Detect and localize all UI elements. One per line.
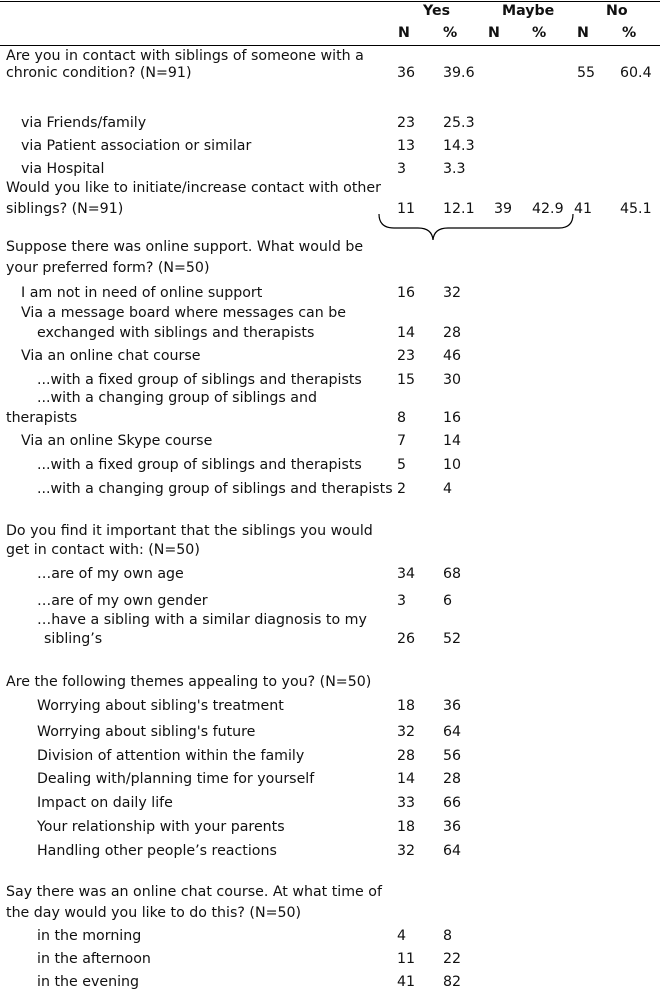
important-question-line2: get in contact with: (N=50): [6, 542, 200, 558]
online-option-n: 2: [397, 481, 407, 497]
theme-n: 32: [397, 724, 416, 740]
online-option-n: 16: [397, 285, 416, 301]
online-option-n: 14: [397, 325, 416, 341]
theme-pct: 36: [443, 698, 462, 714]
important-option-pct: 6: [443, 593, 453, 609]
contact-yes-n: 36: [397, 65, 416, 81]
time-option-label: in the morning: [37, 928, 142, 944]
theme-label: Impact on daily life: [37, 795, 173, 811]
theme-pct: 66: [443, 795, 462, 811]
online-option-pct: 10: [443, 457, 462, 473]
subheader-no-n: N: [577, 25, 589, 41]
online-option-label: I am not in need of online support: [21, 285, 263, 301]
header-rule: [0, 45, 660, 46]
online-question-line1: Suppose there was online support. What would be: [6, 239, 364, 255]
theme-pct: 28: [443, 771, 462, 787]
online-option-pct: 30: [443, 372, 462, 388]
header-yes: Yes: [423, 3, 451, 19]
time-option-label: in the afternoon: [37, 951, 151, 967]
time-option-pct: 82: [443, 974, 462, 990]
contact-question-line1: Are you in contact with siblings of someone with a: [6, 48, 364, 64]
contact-via-label: via Friends/family: [21, 115, 147, 131]
theme-pct: 64: [443, 724, 462, 740]
important-option-label: …are of my own age: [37, 566, 184, 582]
theme-label: Division of attention within the family: [37, 748, 305, 764]
important-option-pct: 52: [443, 631, 462, 647]
online-option-n: 23: [397, 348, 416, 364]
time-option-label: in the evening: [37, 974, 140, 990]
online-option-label-line1: Via a message board where messages can be: [21, 305, 346, 321]
online-option-n: 8: [397, 410, 407, 426]
theme-label: Your relationship with your parents: [37, 819, 285, 835]
theme-n: 18: [397, 819, 416, 835]
contact-via-pct: 14.3: [443, 138, 475, 154]
theme-n: 14: [397, 771, 416, 787]
online-option-label: Via an online Skype course: [21, 433, 213, 449]
contact-via-n: 13: [397, 138, 416, 154]
important-option-label-line1: …have a sibling with a similar diagnosis to my: [37, 612, 367, 628]
theme-label: Worrying about sibling's future: [37, 724, 256, 740]
theme-pct: 56: [443, 748, 462, 764]
online-option-label-line2: therapists: [6, 410, 78, 426]
online-option-label: ...with a changing group of siblings and therapists: [37, 481, 393, 497]
online-option-label-line2: exchanged with siblings and therapists: [37, 325, 315, 341]
online-option-label: ...with a fixed group of siblings and therapists: [37, 372, 362, 388]
online-option-label: ...with a fixed group of siblings and therapists: [37, 457, 362, 473]
top-rule: [0, 1, 660, 2]
theme-label: Worrying about sibling's treatment: [37, 698, 284, 714]
time-question-line2: the day would you like to do this? (N=50): [6, 905, 302, 921]
header-maybe: Maybe: [502, 3, 555, 19]
initiate-question-line1: Would you like to initiate/increase contact with other: [6, 180, 381, 196]
subheader-yes-pct: %: [443, 25, 458, 41]
contact-via-label: via Hospital: [21, 161, 105, 177]
contact-via-n: 23: [397, 115, 416, 131]
initiate-yes-pct: 12.1: [443, 201, 475, 217]
subheader-yes-n: N: [398, 25, 410, 41]
contact-yes-pct: 39.6: [443, 65, 475, 81]
time-option-n: 41: [397, 974, 416, 990]
contact-via-pct: 3.3: [443, 161, 466, 177]
initiate-no-pct: 45.1: [620, 201, 652, 217]
online-option-n: 5: [397, 457, 407, 473]
online-option-n: 7: [397, 433, 407, 449]
online-question-line2: your preferred form? (N=50): [6, 260, 210, 276]
theme-label: Handling other people’s reactions: [37, 843, 277, 859]
contact-via-pct: 25.3: [443, 115, 475, 131]
important-option-label: …are of my own gender: [37, 593, 208, 609]
important-option-n: 3: [397, 593, 407, 609]
themes-question: Are the following themes appealing to you? (N=50): [6, 674, 372, 690]
initiate-maybe-pct: 42.9: [532, 201, 564, 217]
online-option-label-line1: ...with a changing group of siblings and: [37, 390, 317, 406]
theme-pct: 36: [443, 819, 462, 835]
important-question-line1: Do you find it important that the siblings you would: [6, 523, 373, 539]
online-option-pct: 28: [443, 325, 462, 341]
contact-question-line2: chronic condition? (N=91): [6, 65, 192, 81]
online-option-pct: 14: [443, 433, 462, 449]
initiate-no-n: 41: [574, 201, 593, 217]
initiate-question-line2: siblings? (N=91): [6, 201, 124, 217]
theme-n: 18: [397, 698, 416, 714]
contact-via-label: via Patient association or similar: [21, 138, 252, 154]
initiate-yes-n: 11: [397, 201, 416, 217]
online-option-pct: 4: [443, 481, 453, 497]
online-option-pct: 16: [443, 410, 462, 426]
contact-no-n: 55: [577, 65, 596, 81]
contact-no-pct: 60.4: [620, 65, 652, 81]
initiate-maybe-n: 39: [494, 201, 513, 217]
header-no: No: [606, 3, 628, 19]
theme-label: Dealing with/planning time for yourself: [37, 771, 315, 787]
online-option-pct: 32: [443, 285, 462, 301]
theme-n: 32: [397, 843, 416, 859]
time-question-line1: Say there was an online chat course. At what time of: [6, 884, 382, 900]
theme-pct: 64: [443, 843, 462, 859]
time-option-pct: 22: [443, 951, 462, 967]
online-option-pct: 46: [443, 348, 462, 364]
time-option-pct: 8: [443, 928, 453, 944]
subheader-maybe-n: N: [488, 25, 500, 41]
important-option-n: 34: [397, 566, 416, 582]
subheader-no-pct: %: [622, 25, 637, 41]
theme-n: 28: [397, 748, 416, 764]
contact-via-n: 3: [397, 161, 407, 177]
time-option-n: 11: [397, 951, 416, 967]
important-option-pct: 68: [443, 566, 462, 582]
theme-n: 33: [397, 795, 416, 811]
subheader-maybe-pct: %: [532, 25, 547, 41]
important-option-n: 26: [397, 631, 416, 647]
online-option-n: 15: [397, 372, 416, 388]
online-option-label: Via an online chat course: [21, 348, 201, 364]
important-option-label-line2: sibling’s: [44, 631, 103, 647]
time-option-n: 4: [397, 928, 407, 944]
